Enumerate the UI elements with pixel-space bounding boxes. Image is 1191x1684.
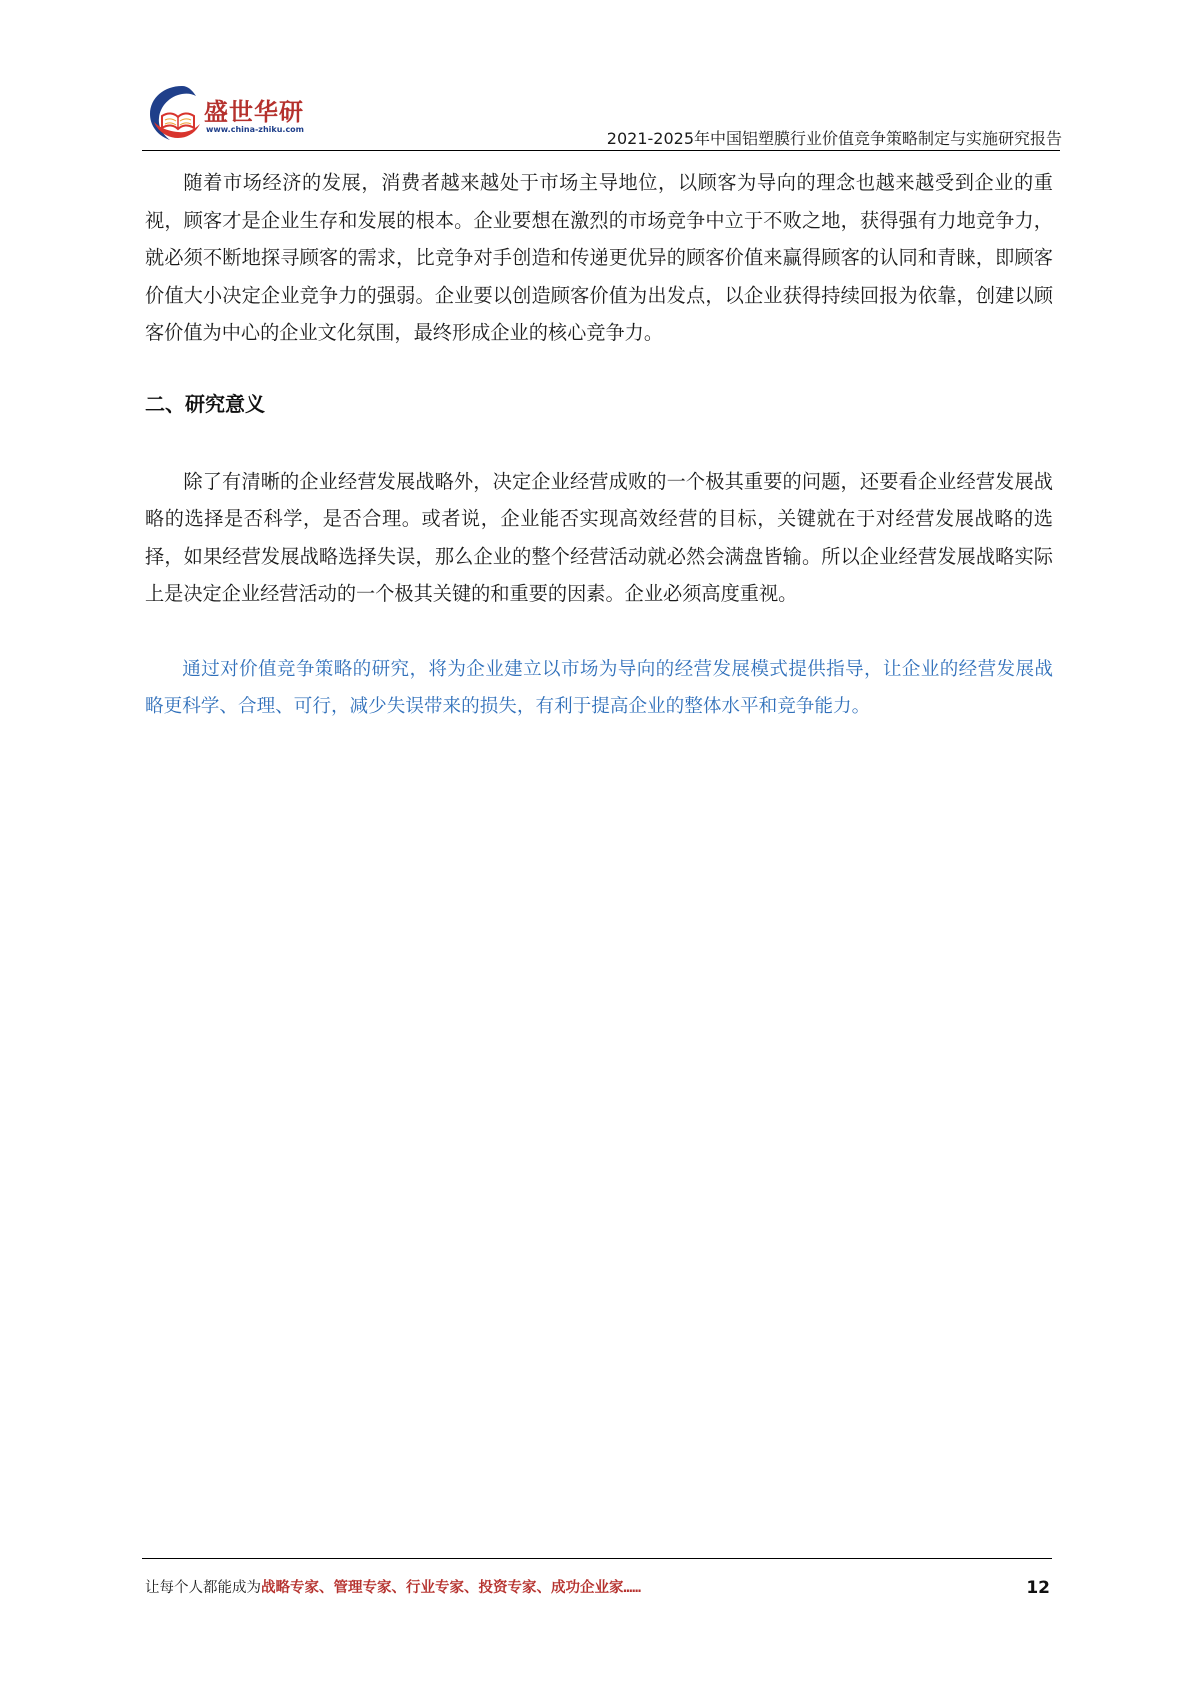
page-footer bbox=[145, 1576, 1050, 1600]
company-logo bbox=[142, 82, 322, 146]
logo-emblem-icon bbox=[142, 82, 206, 146]
highlighted-paragraph: 通过对价值竞争策略的研究，将为企业建立以市场为导向的经营发展模式提供指导，让企业的经营发展战略更科学、合理、可行，减少失误带来的损失，有利于提高企业的整体水平和竞争能力。 bbox=[145, 658, 1053, 717]
logo-brand-name: 盛世华研 bbox=[204, 98, 304, 126]
report-title: 2021-2025年中国铝塑膜行业价值竞争策略制定与实施研究报告 bbox=[606, 129, 1062, 148]
footer-slogan-prefix: 让每个人都能成为 bbox=[145, 1580, 261, 1596]
footer-divider bbox=[142, 1558, 1052, 1559]
main-content bbox=[145, 164, 1053, 726]
header-divider bbox=[142, 150, 1060, 151]
logo-website-url: www.china-zhiku.com bbox=[206, 125, 305, 134]
footer-slogan-highlight: 战略专家、管理专家、行业专家、投资专家、成功企业家…… bbox=[261, 1580, 641, 1596]
page-header bbox=[142, 82, 1062, 150]
body-paragraph: 除了有清晰的企业经营发展战略外，决定企业经营成败的一个极其重要的问题，还要看企业经营发展战略的选择是否科学，是否合理。或者说，企业能否实现高效经营的目标，关键就在于对经营发展战略的选择，如果经营发展战略选择失误，那么企业的整个经营活动就必然会满盘皆输。所以企业经营发展战略实际上是决定企业经营活动的一个极其关键的和重要的因素。企业必须高度重视。 bbox=[145, 469, 1053, 605]
body-paragraph: 随着市场经济的发展，消费者越来越处于市场主导地位，以顾客为导向的理念也越来越受到企业的重视，顾客才是企业生存和发展的根本。企业要想在激烈的市场竞争中立于不败之地，获得强有力地竞争力，就必须不断地探寻顾客的需求，比竞争对手创造和传递更优异的顾客价值来赢得顾客的认同和青睐，即顾客价值大小决定企业竞争力的强弱。企业要以创造顾客价值为出发点，以企业获得持续回报为依靠，创建以顾客价值为中心的企业文化氛围，最终形成企业的核心竞争力。 bbox=[145, 171, 1053, 344]
section-heading: 二、研究意义 bbox=[145, 391, 265, 416]
page-number: 12 bbox=[1026, 1578, 1050, 1598]
